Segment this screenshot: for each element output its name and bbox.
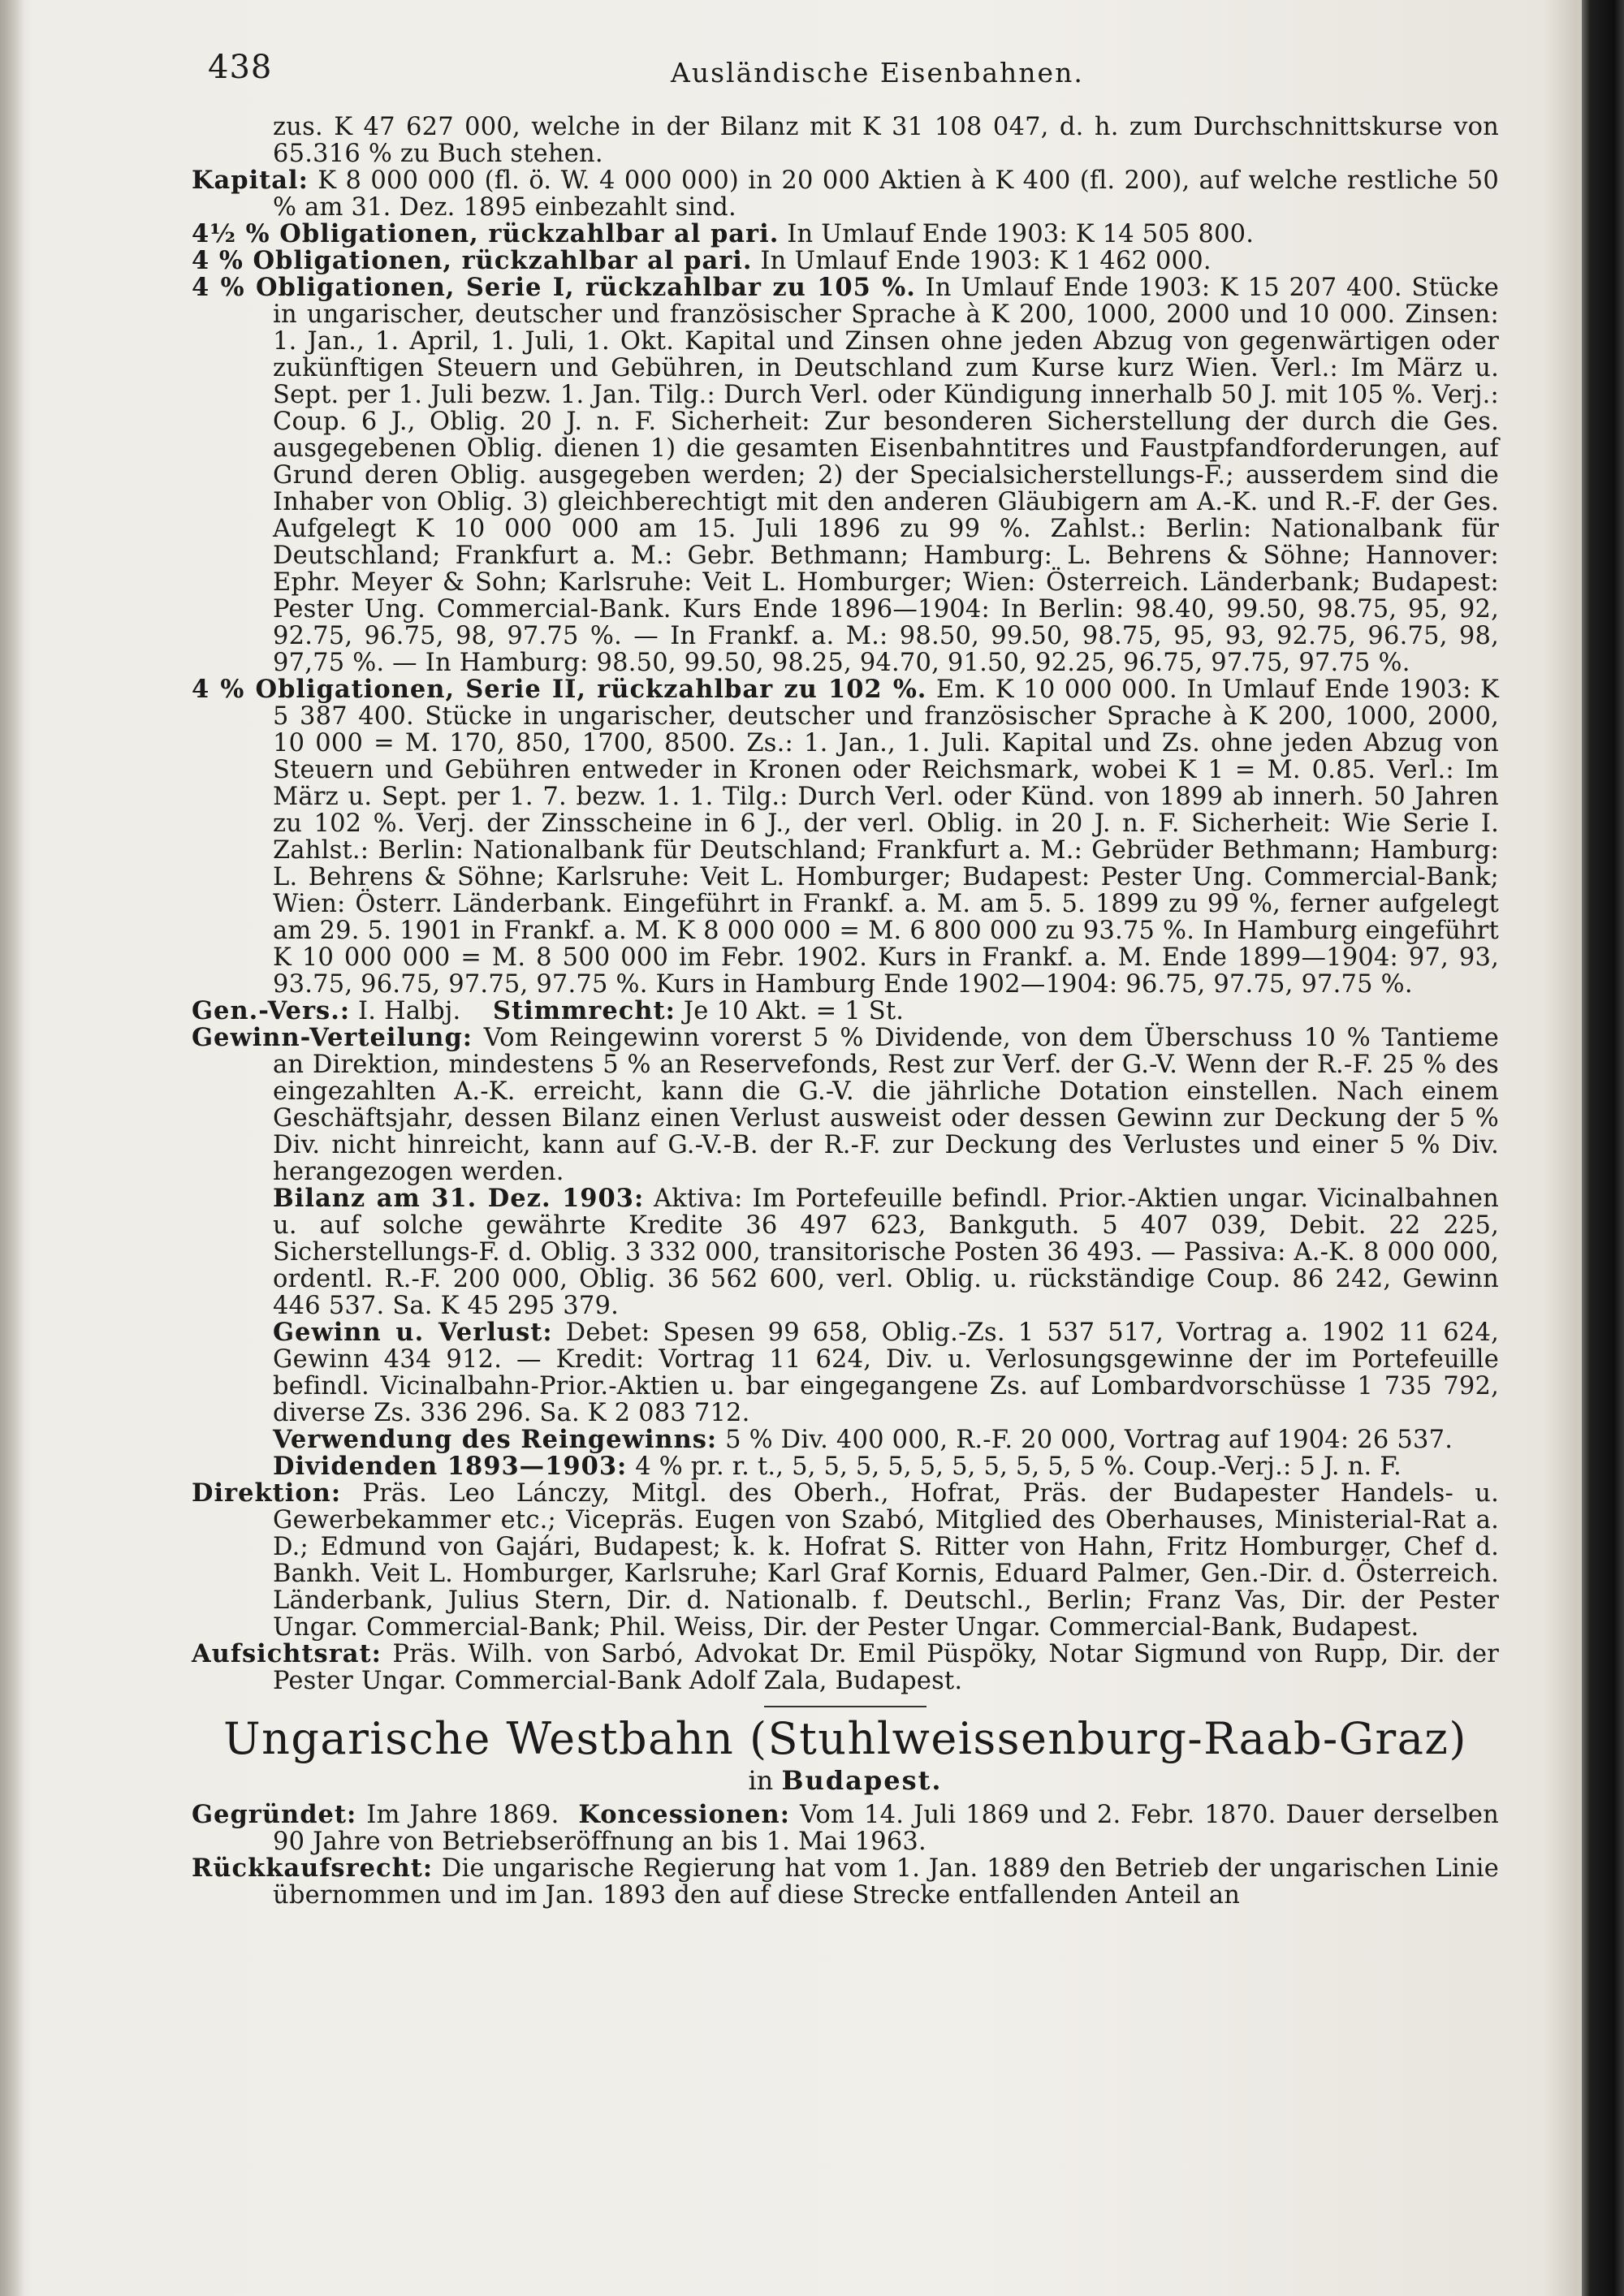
entry-text: Präs. Leo Lánczy, Mitgl. des Oberh., Hofrat, Präs. der Budapester Handels- u. Gewerbekammer etc.; Vicepräs. Eugen von Szabó, Mitglied des Oberhauses, Ministerial-Rat a. D.; Edmund von Gajári, Budapest; k. k. Hofrat S. Ritter von Hahn, Fritz Homburger, Chef d. Bankh. Veit L. Homburger, Karlsruhe; Karl Graf Kornis, Eduard Palmer, Gen.-Dir. d. Österreich. Länderbank, Julius Stern, Dir. d. Nationalb. f. Deutschl., Berlin; Franz Vas, Dir. der Pester Ungar. Commercial-Bank; Phil. Weiss, Dir. der Pester Ungar. Commercial-Bank, Budapest. xyxy=(273,1479,1499,1642)
entry-text: In Umlauf Ende 1903: K 1 462 000. xyxy=(760,247,1212,275)
entry-obligationen-4-5 xyxy=(192,221,1499,248)
entry-aufsichtsrat xyxy=(192,1641,1499,1694)
entry-kapital xyxy=(192,167,1499,221)
page-number: 438 xyxy=(208,49,273,86)
entry-text: 4 % pr. r. t., 5, 5, 5, 5, 5, 5, 5, 5, 5, 5 %. Coup.-Verj.: 5 J. n. F. xyxy=(635,1452,1402,1481)
entry-label: Gewinn-Verteilung: xyxy=(192,1023,473,1052)
entry-obligationen-serie-1 xyxy=(192,274,1499,676)
entry-text: In Umlauf Ende 1903: K 14 505 800. xyxy=(787,220,1255,248)
entry-label: Gegründet: xyxy=(192,1800,357,1829)
subtitle-location: Budapest. xyxy=(781,1765,943,1796)
section-subtitle xyxy=(192,1764,1499,1797)
entry-label: Verwendung des Reingewinns: xyxy=(273,1425,718,1454)
entry-label-stimmrecht: Stimmrecht: xyxy=(493,996,676,1025)
entry-dividenden xyxy=(192,1453,1499,1480)
entry-label: Direktion: xyxy=(192,1478,342,1508)
entry-rueckkaufsrecht xyxy=(192,1855,1499,1909)
entry-label: Gen.-Vers.: xyxy=(192,996,351,1025)
entry-text: Die ungarische Regierung hat vom 1. Jan. 1889 den Betrieb der ungarischen Linie übernommen und im Jan. 1893 den auf diese Strecke entfallenden Anteil an xyxy=(273,1854,1500,1910)
entry-gen-vers xyxy=(192,998,1499,1025)
entry-text: Im Jahre 1869. xyxy=(366,1801,559,1829)
entry-obligationen-serie-2 xyxy=(192,676,1499,998)
entry-text: K 8 000 000 (fl. ö. W. 4 000 000) in 20 000 Aktien à K 400 (fl. 200), auf welche restliche 50 % am 31. Dez. 1895 einbezahlt sind. xyxy=(273,166,1499,222)
page-body xyxy=(192,114,1499,1909)
continuation-paragraph xyxy=(192,114,1499,167)
entry-gegruendet xyxy=(192,1802,1499,1855)
binding-edge xyxy=(1582,0,1624,2296)
entry-bilanz xyxy=(192,1185,1499,1319)
entry-label: Dividenden 1893—1903: xyxy=(273,1452,628,1481)
entry-label: 4½ % Obligationen, rückzahlbar al pari. xyxy=(192,219,780,248)
entry-text: Aktiva: Im Portefeuille befindl. Prior.-Aktien ungar. Vicinalbahnen u. auf solche gewährte Kredite 36 497 623, Bankguth. 5 407 039, Debit. 22 225, Sicherstellungs-F. d. Oblig. 3 332 000, transitorische Posten 36 493. — Passiva: A.-K. 8 000 000, ordentl. R.-F. 200 000, Oblig. 36 562 600, verl. Oblig. u. rückständige Coup. 86 242, Gewinn 446 537. Sa. K 45 295 379. xyxy=(273,1185,1499,1320)
entry-label: Gewinn u. Verlust: xyxy=(273,1318,553,1347)
entry-label: Bilanz am 31. Dez. 1903: xyxy=(273,1184,645,1213)
entry-label: 4 % Obligationen, Serie II, rückzahlbar zu 102 %. xyxy=(192,675,927,704)
entry-text: Em. K 10 000 000. In Umlauf Ende 1903: K 5 387 400. Stücke in ungarischer, deutscher und französischer Sprache à K 200, 1000, 2000, 10 000 = M. 170, 850, 1700, 8500. Zs.: 1. Jan., 1. Juli. Kapital und Zs. ohne jeden Abzug von Steuern und Gebühren entweder in Kronen oder Reichsmark, wobei K 1 = M. 0.85. Verl.: Im März u. Sept. per 1. 7. bezw. 1. 1. Tilg.: Durch Verl. oder Künd. von 1899 ab innerh. 50 Jahren zu 102 %. Verj. der Zinsscheine in 6 J., der verl. Oblig. in 20 J. n. F. Sicherheit: Wie Serie I. Zahlst.: Berlin: Nationalbank für Deutschland; Frankfurt a. M.: Gebrüder Bethmann; Hamburg: L. Behrens & Söhne; Karlsruhe: Veit L. Homburger; Budapest: Pester Ung. Commercial-Bank; Wien: Österr. Länderbank. Eingeführt in Frankf. a. M. am 5. 5. 1899 zu 99 %, ferner aufgelegt am 29. 5. 1901 in Frankf. a. M. K 8 000 000 = M. 6 800 000 zu 93.75 %. In Hamburg eingeführt K 10 000 000 = M. 8 500 000 im Febr. 1902. Kurs in Frankf. a. M. Ende 1899—1904: 97, 93, 93.75, 96.75, 97.75, 97.75 %. Kurs in Hamburg Ende 1902—1904: 96.75, 97.75, 97.75 %. xyxy=(273,675,1499,999)
entry-verwendung xyxy=(192,1426,1499,1453)
entry-label: Aufsichtsrat: xyxy=(192,1639,382,1668)
entry-label: 4 % Obligationen, Serie I, rückzahlbar zu 105 %. xyxy=(192,273,916,302)
entry-text: Präs. Wilh. von Sarbó, Advokat Dr. Emil Püspöky, Notar Sigmund von Rupp, Dir. der Pester Ungar. Commercial-Bank Adolf Zala, Budapest. xyxy=(273,1640,1499,1695)
page-header xyxy=(208,49,1515,97)
section-title: Ungarische Westbahn (Stuhlweissenburg-Raab-Graz) xyxy=(223,1713,1467,1764)
entry-label: Kapital: xyxy=(192,166,309,195)
entry-label-koncessionen: Koncessionen: xyxy=(578,1800,790,1829)
page-gutter-shadow xyxy=(0,0,24,2296)
entry-label: 4 % Obligationen, rückzahlbar al pari. xyxy=(192,246,753,275)
entry-text: In Umlauf Ende 1903: K 15 207 400. Stücke in ungarischer, deutscher und französischer Sprache à K 200, 1000, 2000 und 10 000. Zinsen: 1. Jan., 1. April, 1. Juli, 1. Okt. Kapital und Zinsen ohne jeden Abzug von gegenwärtigen oder zukünftigen Steuern und Gebühren, in Deutschland zum Kurse kurz Wien. Verl.: Im März u. Sept. per 1. Juli bezw. 1. Jan. Tilg.: Durch Verl. oder Kündigung innerhalb 50 J. mit 105 %. Verj.: Coup. 6 J., Oblig. 20 J. n. F. Sicherheit: Zur besonderen Sicherstellung der durch die Ges. ausgegebenen Oblig. dienen 1) die gesamten Eisenbahntitres und Faustpfandforderungen, auf Grund deren Oblig. ausgegeben werden; 2) der Specialsicherstellungs-F.; ausserdem sind die Inhaber von Oblig. 3) gleichberechtigt mit den anderen Gläubigern am A.-K. und R.-F. der Ges. Aufgelegt K 10 000 000 am 15. Juli 1896 zu 99 %. Zahlst.: Berlin: Nationalbank für Deutschland; Frankfurt a. M.: Gebr. Bethmann; Hamburg: L. Behrens & Söhne; Hannover: Ephr. Meyer & Sohn; Karlsruhe: Veit L. Homburger; Wien: Österreich. Länderbank; Budapest: Pester Ung. Commercial-Bank. Kurs Ende 1896—1904: In Berlin: 98.40, 99.50, 98.75, 95, 92, 92.75, 96.75, 98, 97.75 %. — In Frankf. a. M.: 98.50, 99.50, 98.75, 95, 93, 92.75, 96.75, 98, 97,75 %. — In Hamburg: 98.50, 99.50, 98.25, 94.70, 91.50, 92.25, 96.75, 97.75, 97.75 %. xyxy=(273,274,1499,677)
running-title: Ausländische Eisenbahnen. xyxy=(671,57,1084,88)
entry-text: 5 % Div. 400 000, R.-F. 20 000, Vortrag auf 1904: 26 537. xyxy=(725,1426,1453,1454)
entry-obligationen-4 xyxy=(192,248,1499,274)
entry-gewinn-verteilung xyxy=(192,1025,1499,1185)
entry-text: zus. K 47 627 000, welche in der Bilanz mit K 31 108 047, d. h. zum Durchschnittskurse von 65.316 % zu Buch stehen. xyxy=(273,113,1499,168)
entry-text-koncessionen: Vom 14. Juli 1869 und 2. Febr. 1870. Dauer derselben 90 Jahre von Betriebseröffnung an bis 1. Mai 1963. xyxy=(273,1801,1499,1856)
entry-text-stimmrecht: Je 10 Akt. = 1 St. xyxy=(683,997,905,1025)
subtitle-prefix: in xyxy=(748,1765,774,1796)
entry-text: Debet: Spesen 99 658, Oblig.-Zs. 1 537 517, Vortrag a. 1902 11 624, Gewinn 434 912. — Kredit: Vortrag 11 624, Div. u. Verlosungsgewinne der im Portefeuille befindl. Vicinalbahn-Prior.-Aktien u. bar eingegangene Zs. auf Lombardvorschüsse 1 735 792, diverse Zs. 336 296. Sa. K 2 083 712. xyxy=(273,1318,1499,1427)
entry-direktion xyxy=(192,1480,1499,1641)
section-divider xyxy=(764,1706,926,1707)
entry-text: Vom Reingewinn vorerst 5 % Dividende, von dem Überschuss 10 % Tantieme an Direktion, mindestens 5 % an Reservefonds, Rest zur Verf. der G.-V. Wenn der R.-F. 25 % des eingezahlten A.-K. erreicht, kann die G.-V. die jährliche Dotation einstellen. Nach einem Geschäftsjahr, dessen Bilanz einen Verlust ausweist oder dessen Gewinn zur Deckung der 5 % Div. nicht hinreicht, kann auf G.-V.-B. der R.-F. zur Deckung des Verlustes und einer 5 % Div. herangezogen werden. xyxy=(273,1024,1499,1186)
entry-label: Rückkaufsrecht: xyxy=(192,1854,434,1883)
entry-gewinn-verlust xyxy=(192,1319,1499,1426)
entry-text: I. Halbj. xyxy=(357,997,461,1025)
